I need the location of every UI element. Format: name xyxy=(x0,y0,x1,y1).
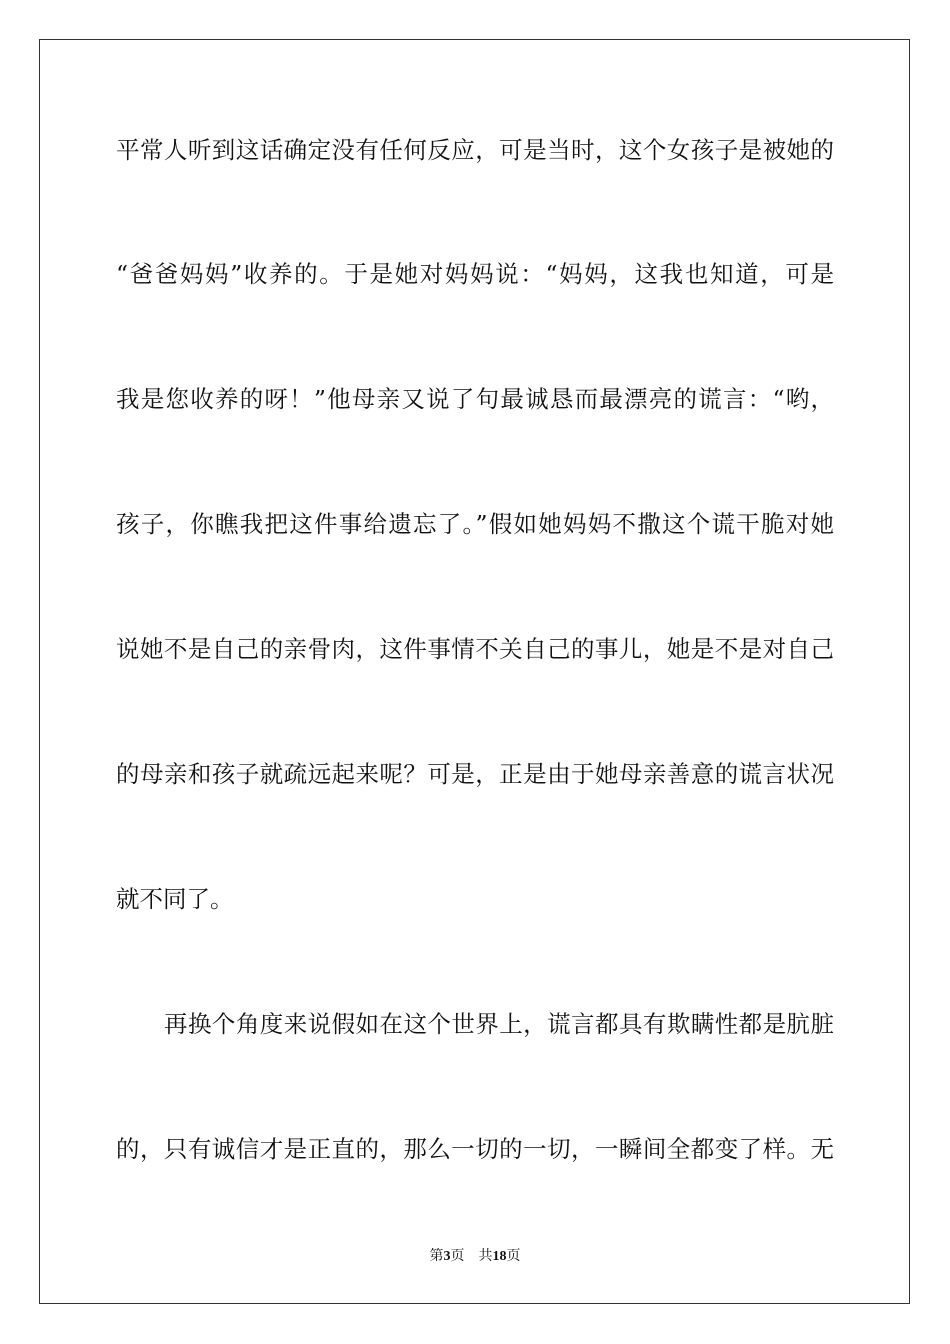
paragraph-line-5: 说她不是自己的亲骨肉，这件事情不关自己的事儿，她是不是对自己 xyxy=(116,635,834,663)
paragraph-line-9: 的，只有诚信才是正直的，那么一切的一切，一瞬间全都变了样。无 xyxy=(116,1135,834,1163)
paragraph-line-3: 我是您收养的呀！”他母亲又说了句最诚恳而最漂亮的谎言：“哟， xyxy=(116,385,834,413)
total-prefix: 共 xyxy=(478,1249,493,1264)
page-prefix: 第 xyxy=(429,1249,444,1264)
page-border xyxy=(39,39,910,1304)
paragraph-line-1: 平常人听到这话确定没有任何反应，可是当时，这个女孩子是被她的 xyxy=(116,136,834,164)
page-footer xyxy=(0,1248,950,1266)
page-suffix: 页 xyxy=(450,1249,465,1264)
page-number: 3 xyxy=(443,1249,451,1264)
paragraph-line-7: 就不同了。 xyxy=(116,885,234,913)
total-suffix: 页 xyxy=(506,1249,521,1264)
total-pages: 18 xyxy=(492,1249,507,1264)
paragraph-line-4: 孩子，你瞧我把这件事给遗忘了。”假如她妈妈不撒这个谎干脆对她 xyxy=(116,510,834,538)
paragraph-line-8: 再换个角度来说假如在这个世界上，谎言都具有欺瞒性都是肮脏 xyxy=(164,1010,834,1038)
paragraph-line-6: 的母亲和孩子就疏远起来呢？可是，正是由于她母亲善意的谎言状况 xyxy=(116,760,834,788)
paragraph-line-2: “爸爸妈妈”收养的。于是她对妈妈说：“妈妈，这我也知道，可是 xyxy=(116,260,834,288)
